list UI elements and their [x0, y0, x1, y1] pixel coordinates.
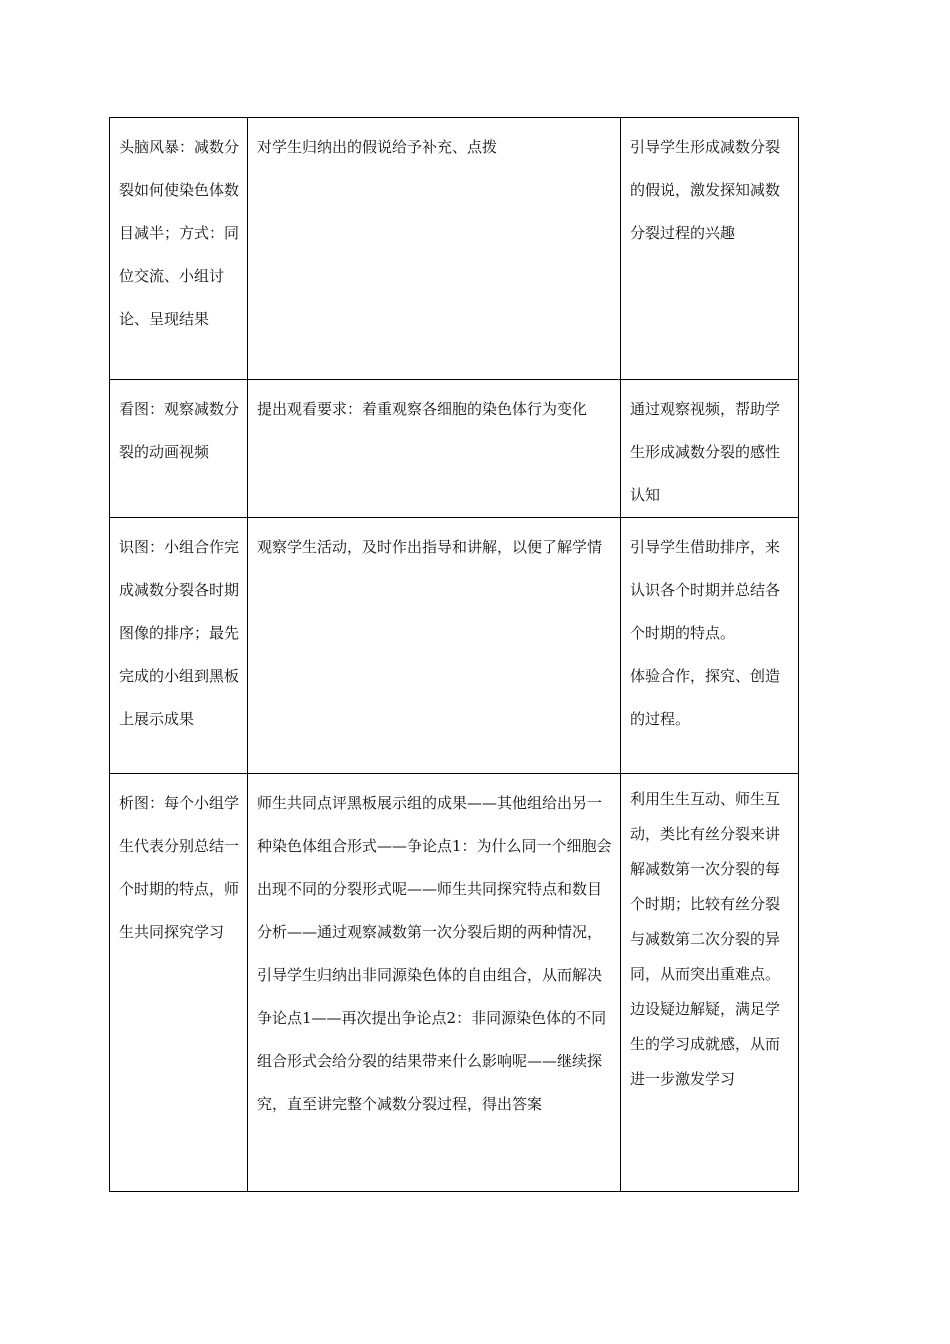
activity-text: 析图：每个小组学生代表分别总结一个时期的特点，师生共同探究学习: [119, 794, 240, 941]
activity-cell: [110, 518, 248, 774]
table-row: [110, 118, 799, 380]
teacher-cell: [248, 118, 621, 380]
teacher-cell: [248, 518, 621, 774]
intent-cell: [621, 774, 799, 1192]
intent-text: 引导学生借助排序，来认识各个时期并总结各个时期的特点。: [630, 538, 781, 642]
lesson-plan-table: [109, 117, 799, 1192]
activity-cell: [110, 118, 248, 380]
intent-text: 体验合作，探究、创造的过程。: [630, 667, 781, 728]
intent-cell: [621, 380, 799, 518]
activity-text: 识图：小组合作完成减数分裂各时期图像的排序；最先完成的小组到黑板上展示成果: [119, 538, 240, 728]
intent-text: 通过观察视频，帮助学生形成减数分裂的感性认知: [630, 400, 781, 504]
table-row: [110, 774, 799, 1192]
teacher-cell: [248, 774, 621, 1192]
table-row: [110, 518, 799, 774]
teacher-cell: [248, 380, 621, 518]
intent-text: 利用生生互动、师生互动，类比有丝分裂来讲解减数第一次分裂的每个时期；比较有丝分裂与减数第二次分裂的异同，从而突出重难点。: [630, 790, 781, 983]
table-row: [110, 380, 799, 518]
intent-text: 引导学生形成减数分裂的假说，激发探知减数分裂过程的兴趣: [630, 138, 781, 242]
activity-cell: [110, 774, 248, 1192]
teacher-text: 师生共同点评黑板展示组的成果——其他组给出另一种染色体组合形式——争论点1：为什么同一个细胞会出现不同的分裂形式呢——师生共同探究特点和数目分析——通过观察减数第一次分裂后期的两种情况，引导学生归纳出非同源染色体的自由组合，从而解决争论点1——再次提出争论点2：非同源染色体的不同组合形式会给分裂的结果带来什么影响呢——继续探究，直至讲完整个减数分裂过程，得出答案: [257, 794, 612, 1113]
intent-text: 边设疑边解疑，满足学生的学习成就感，从而进一步激发学习: [630, 1000, 781, 1088]
activity-text: 看图：观察减数分裂的动画视频: [119, 400, 240, 461]
teacher-text: 对学生归纳出的假说给予补充、点拨: [257, 138, 498, 156]
activity-text: 头脑风暴：减数分裂如何使染色体数目减半；方式：同位交流、小组讨论、呈现结果: [119, 138, 240, 328]
teacher-text: 观察学生活动，及时作出指导和讲解，以便了解学情: [257, 538, 603, 556]
teacher-text: 提出观看要求：着重观察各细胞的染色体行为变化: [257, 400, 588, 418]
intent-cell: [621, 518, 799, 774]
activity-cell: [110, 380, 248, 518]
intent-cell: [621, 118, 799, 380]
